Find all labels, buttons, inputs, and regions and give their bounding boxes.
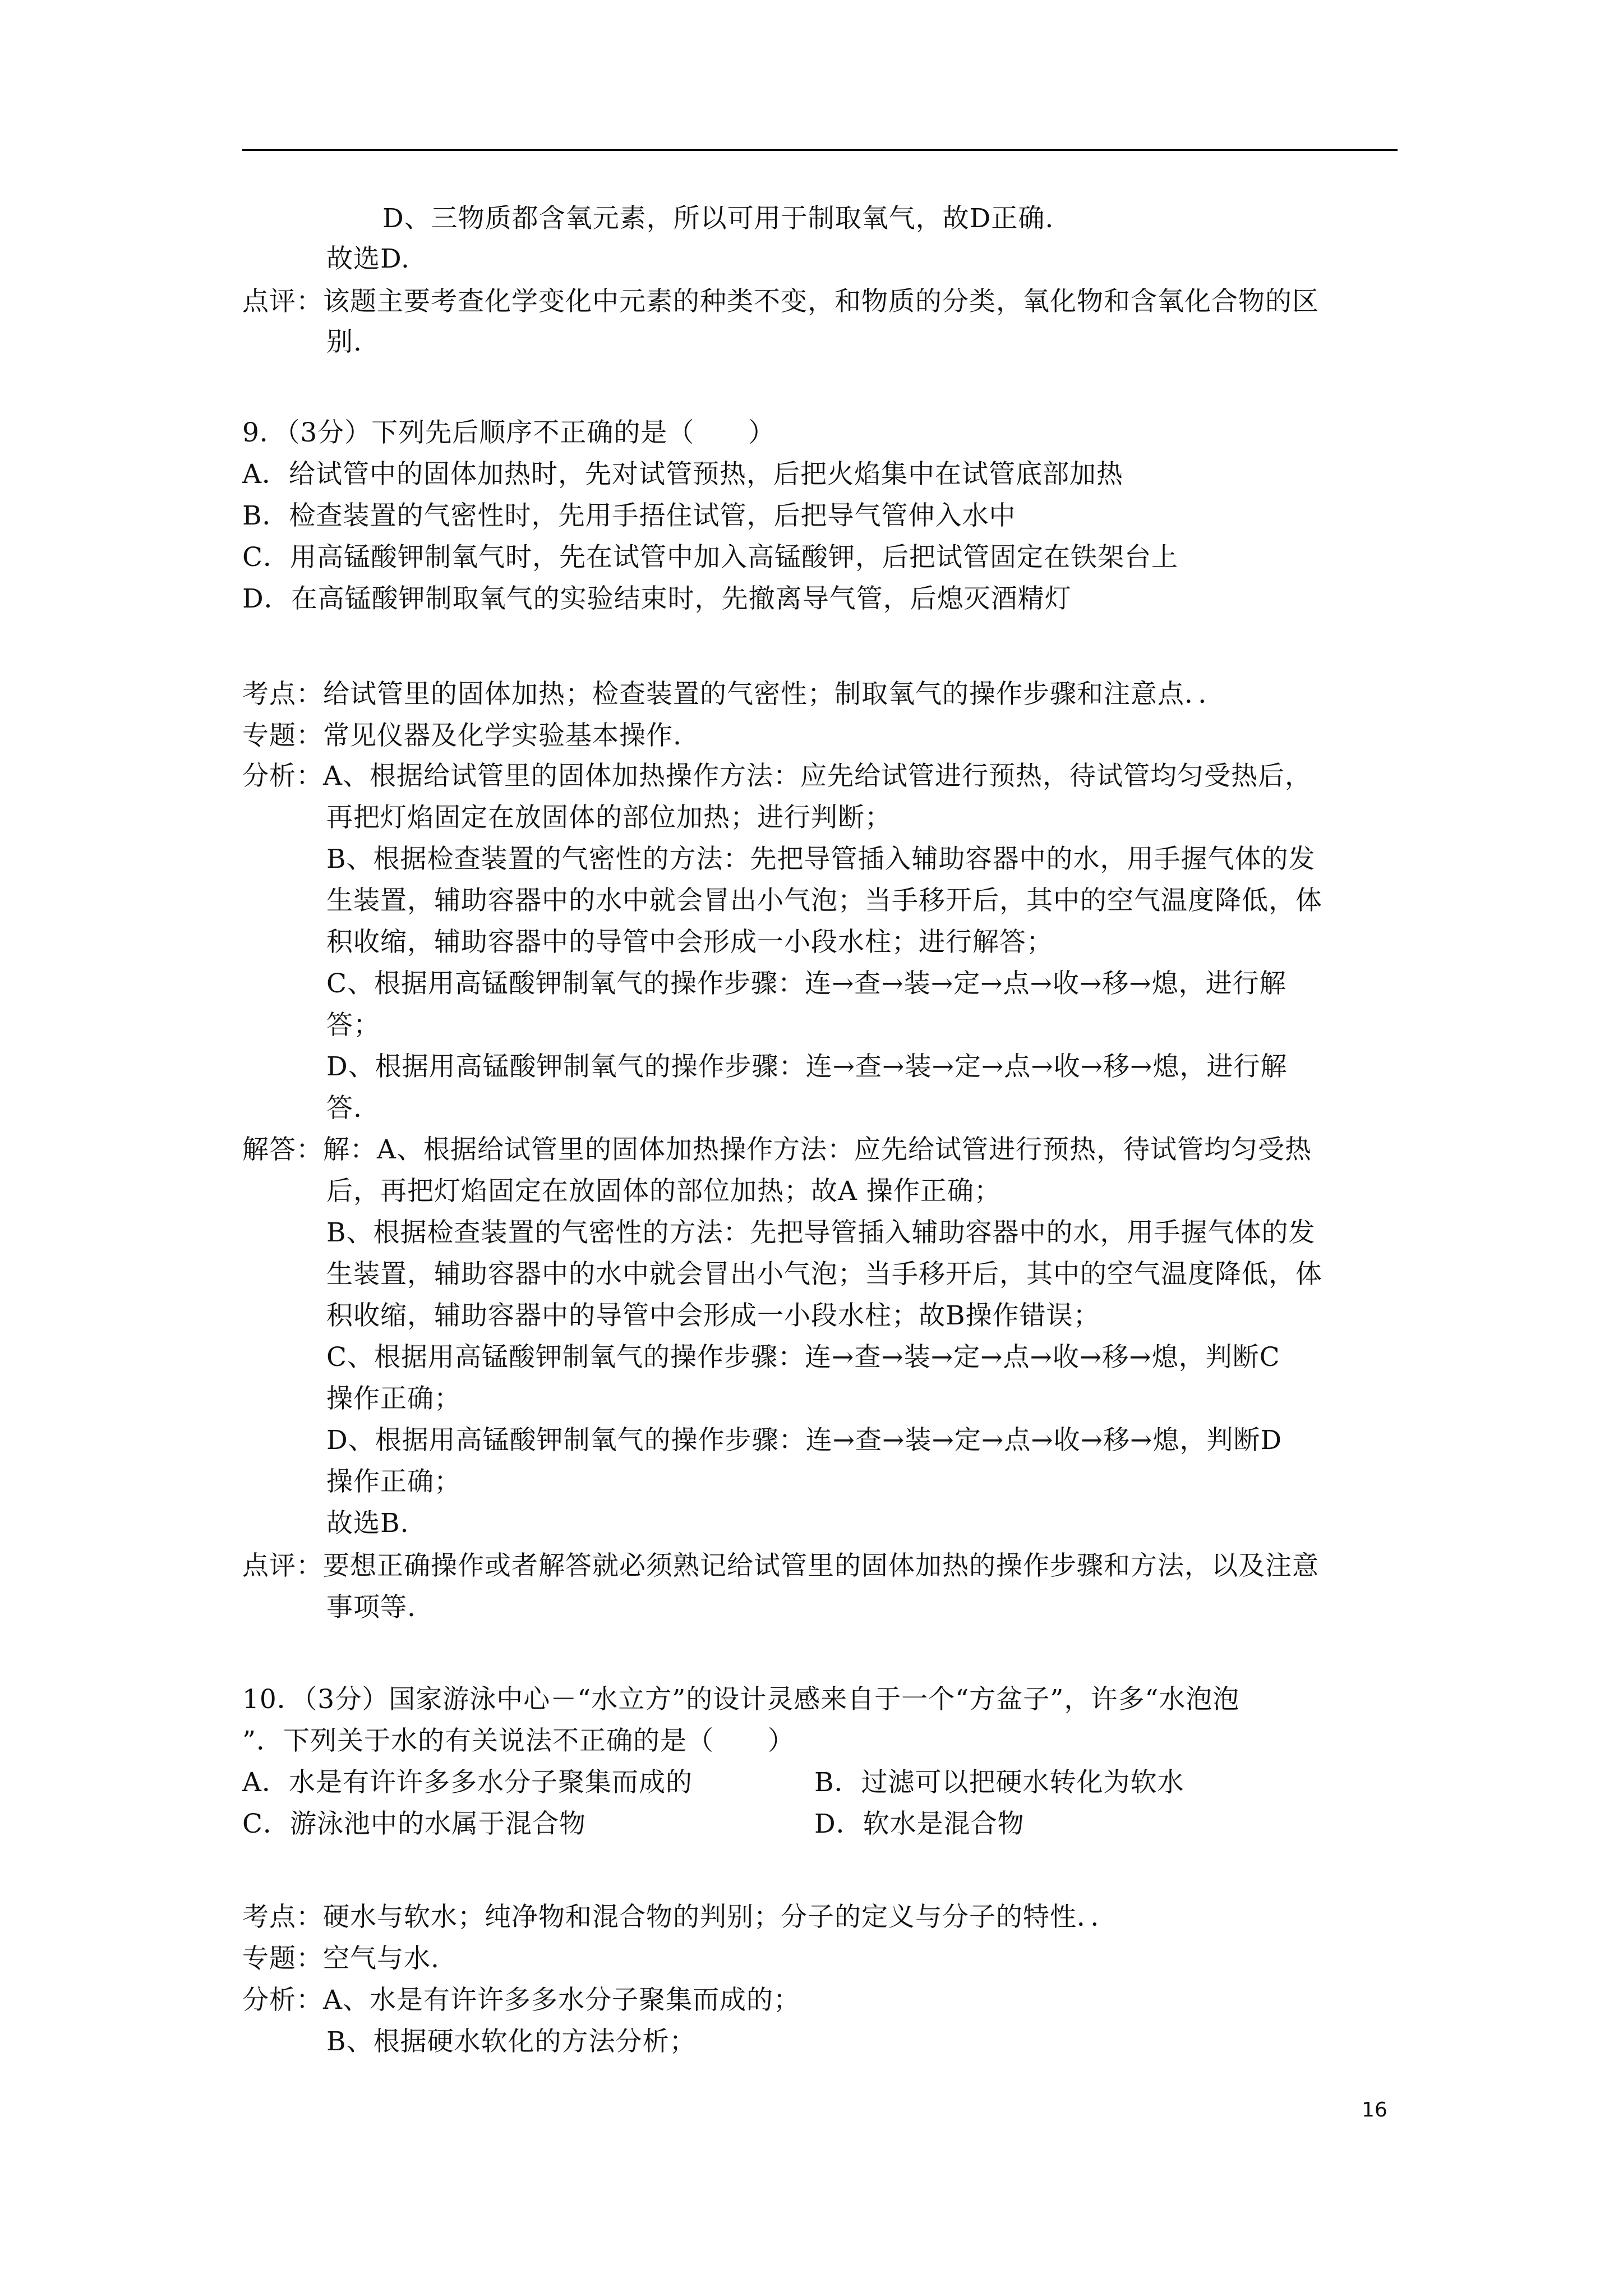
q9-jieda-line: 操作正确； — [326, 1383, 461, 1414]
q9-option-b: B．检查装置的气密性时，先用手捂住试管，后把导气管伸入水中 — [242, 500, 1016, 531]
q9-jieda-line: 积收缩，辅助容器中的导管中会形成一小段水柱；故B操作错误； — [326, 1300, 1100, 1331]
q9-option-c: C．用高锰酸钾制氧气时，先在试管中加入高锰酸钾，后把试管固定在铁架台上 — [242, 542, 1178, 573]
q10-kaodian: 考点：硬水与软水；纯净物和混合物的判别；分子的定义与分子的特性．． — [242, 1902, 1118, 1932]
q10-option-d: D．软水是混合物 — [814, 1809, 1025, 1839]
q9-jieda-line: C、根据用高锰酸钾制氧气的操作步骤：连→查→装→定→点→收→移→熄，判断C — [326, 1342, 1280, 1373]
q9-fenxi-line: 分析：A、根据给试管里的固体加热操作方法：应先给试管进行预热，待试管均匀受热后， — [242, 761, 1312, 792]
q9-stem: 9．（3分）下列先后顺序不正确的是（ ） — [242, 417, 776, 448]
q9-kaodian: 考点：给试管里的固体加热；检查装置的气密性；制取氧气的操作步骤和注意点．． — [242, 679, 1225, 710]
q9-jieda-line: 故选B. — [326, 1508, 409, 1539]
q9-fenxi-line: 积收缩，辅助容器中的导管中会形成一小段水柱；进行解答； — [326, 927, 1053, 958]
q10-fenxi: 分析：A、水是有许许多多水分子聚集而成的； — [242, 1985, 800, 2016]
q9-jieda-line: 生装置，辅助容器中的水中就会冒出小气泡；当手移开后，其中的空气温度降低，体 — [326, 1259, 1322, 1290]
q9-fenxi-line: C、根据用高锰酸钾制氧气的操作步骤：连→查→装→定→点→收→移→熄，进行解 — [326, 968, 1287, 999]
q9-option-a: A．给试管中的固体加热时，先对试管预热，后把火焰集中在试管底部加热 — [242, 459, 1123, 490]
q10-fenxi-cont: B、根据硬水软化的方法分析； — [326, 2026, 697, 2057]
q9-fenxi-line: 答； — [326, 1010, 380, 1041]
header-rule — [242, 149, 1398, 151]
q9-jieda-line: 操作正确； — [326, 1466, 461, 1497]
q9-jieda-line: 解答：解：A、根据给试管里的固体加热操作方法：应先给试管进行预热，待试管均匀受热 — [242, 1134, 1312, 1165]
q8-option-d-explanation: D、三物质都含氧元素，所以可用于制取氧气，故D正确. — [382, 203, 1054, 234]
q9-dianping-line: 事项等. — [326, 1592, 416, 1623]
q9-fenxi-line: 再把灯焰固定在放固体的部位加热；进行判断； — [326, 802, 892, 833]
q9-zhuanti: 专题：常见仪器及化学实验基本操作. — [242, 720, 682, 751]
q9-option-d: D．在高锰酸钾制取氧气的实验结束时，先撤离导气管，后熄灭酒精灯 — [242, 583, 1072, 614]
q10-option-a: A．水是有许许多多水分子聚集而成的 — [242, 1767, 693, 1798]
q9-fenxi-line: 答. — [326, 1093, 362, 1124]
q9-jieda-line: 后，再把灯焰固定在放固体的部位加热；故A 操作正确； — [326, 1176, 1001, 1207]
q10-option-b: B．过滤可以把硬水转化为软水 — [814, 1767, 1184, 1798]
q9-fenxi-line: D、根据用高锰酸钾制氧气的操作步骤：连→查→装→定→点→收→移→熄，进行解 — [326, 1051, 1288, 1082]
q8-answer: 故选D. — [326, 243, 410, 274]
q10-stem-cont: ”．下列关于水的有关说法不正确的是（ ） — [242, 1726, 795, 1756]
q10-zhuanti: 专题：空气与水. — [242, 1943, 440, 1974]
q10-option-c: C．游泳池中的水属于混合物 — [242, 1809, 586, 1839]
q9-dianping-line: 点评：要想正确操作或者解答就必须熟记给试管里的固体加热的操作步骤和方法，以及注意 — [242, 1550, 1319, 1581]
q8-comment: 点评：该题主要考查化学变化中元素的种类不变，和物质的分类，氧化物和含氧化合物的区 — [242, 286, 1319, 317]
q9-fenxi-line: B、根据检查装置的气密性的方法：先把导管插入辅助容器中的水，用手握气体的发 — [326, 844, 1316, 875]
q8-comment-cont: 别. — [326, 326, 362, 357]
q9-fenxi-line: 生装置，辅助容器中的水中就会冒出小气泡；当手移开后，其中的空气温度降低，体 — [326, 885, 1322, 916]
q10-stem: 10．（3分）国家游泳中心－“水立方”的设计灵感来自于一个“方盆子”，许多“水泡泡 — [242, 1684, 1240, 1715]
q9-jieda-line: B、根据检查装置的气密性的方法：先把导管插入辅助容器中的水，用手握气体的发 — [326, 1217, 1316, 1248]
page-number: 16 — [1362, 2099, 1387, 2122]
q9-jieda-line: D、根据用高锰酸钾制氧气的操作步骤：连→查→装→定→点→收→移→熄，判断D — [326, 1425, 1283, 1456]
